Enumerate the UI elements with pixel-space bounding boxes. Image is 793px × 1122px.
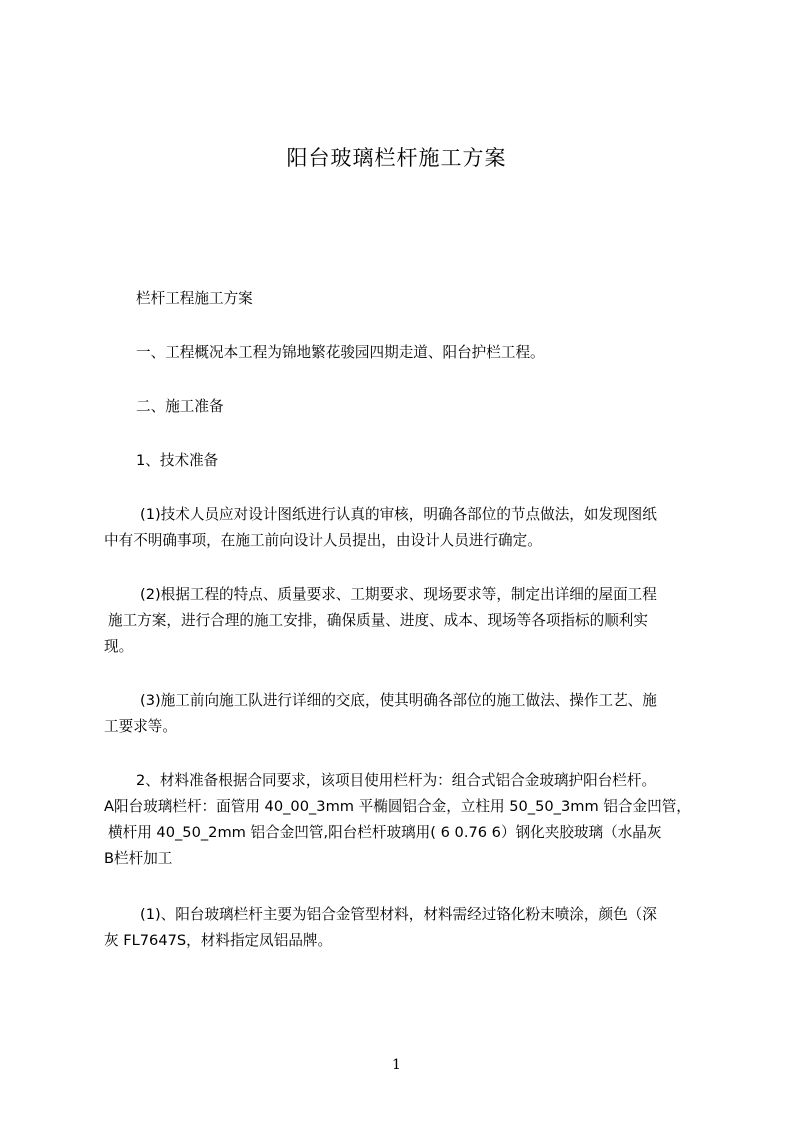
document-title: 阳台玻璃栏杆施工方案 <box>286 146 507 170</box>
text-line: 栏杆工程施工方案 <box>136 290 253 307</box>
paragraph-railing-material <box>104 902 714 954</box>
text-line: 工要求等。 <box>104 718 177 735</box>
paragraph-item-3 <box>104 688 714 740</box>
text-line: B栏杆加工 <box>104 850 173 867</box>
text-line: 施工方案，进行合理的施工安排，确保质量、进度、成本、现场等各项指标的顺利实 <box>108 612 648 629</box>
text-line: 2、材料准备根据合同要求，该项目使用栏杆为：组合式铝合金玻璃护阳台栏杆。 <box>136 772 657 789</box>
paragraph-construction-prep <box>104 394 714 420</box>
text-line: 灰 FL7647S，材料指定凤铝品牌。 <box>104 932 333 949</box>
text-line: 二、施工准备 <box>136 398 224 415</box>
text-line: (2)根据工程的特点、质量要求、工期要求、现场要求等，制定出详细的屋面工程 <box>140 586 657 603</box>
paragraph-material-prep <box>104 768 714 872</box>
page-number: 1 <box>392 1057 401 1073</box>
text-line: A阳台玻璃栏杆：面管用 40_00_3mm 平椭圆铝合金，立柱用 50_50_3mm 铝合金凹管， <box>104 798 691 815</box>
text-line: (3)施工前向施工队进行详细的交底，使其明确各部位的施工做法、操作工艺、施 <box>140 692 657 709</box>
text-line: (1)技术人员应对设计图纸进行认真的审核，明确各部位的节点做法，如发现图纸 <box>140 506 657 523</box>
text-line: 现。 <box>104 638 134 655</box>
text-line: (1)、阳台玻璃栏杆主要为铝合金管型材料，材料需经过铬化粉末喷涂，颜色（深 <box>140 906 657 923</box>
paragraph-item-2 <box>104 582 714 660</box>
paragraph-heading-railing <box>104 286 714 312</box>
text-line: 横杆用 40_50_2mm 铝合金凹管,阳台栏杆玻璃用( 6 0.76 6）钢化夹胶玻璃（水晶灰 <box>108 824 662 841</box>
text-line: 中有不明确事项，在施工前向设计人员提出，由设计人员进行确定。 <box>104 532 542 549</box>
paragraph-item-1 <box>104 502 714 554</box>
paragraph-project-overview <box>104 340 714 366</box>
text-line: 一、工程概况本工程为锦地繁花骏园四期走道、阳台护栏工程。 <box>136 344 545 361</box>
text-line: 1、技术准备 <box>136 452 219 469</box>
paragraph-technical-prep <box>104 448 714 474</box>
